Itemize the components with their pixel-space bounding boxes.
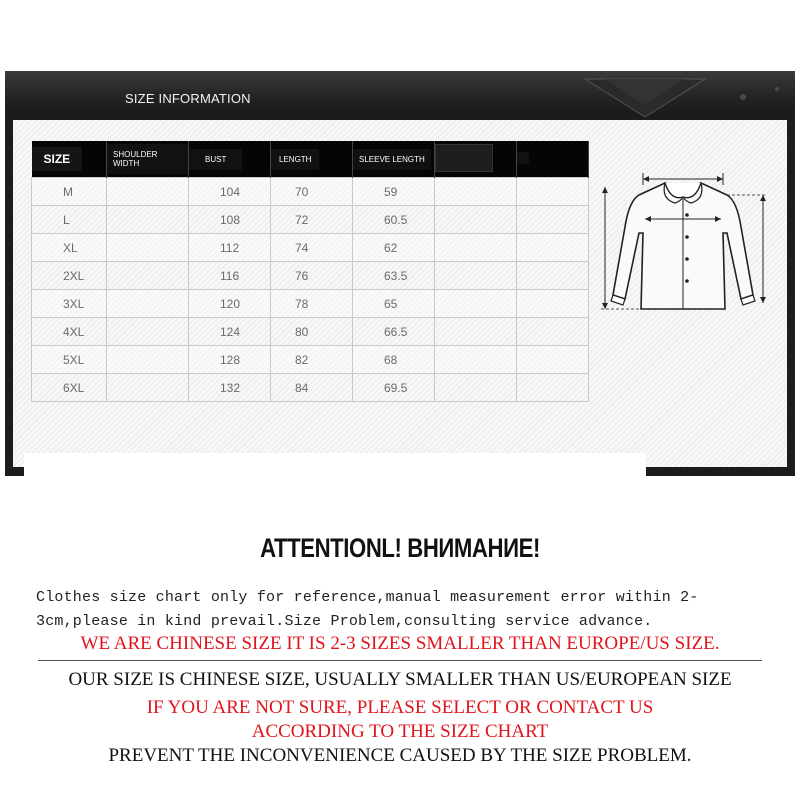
table-cell: 76 (271, 262, 353, 290)
reference-line-2: 3cm,please in kind prevail.Size Problem,consulting service advance. (36, 613, 653, 630)
table-cell: 62 (353, 234, 435, 262)
table-cell: 112 (189, 234, 271, 262)
table-cell (435, 290, 517, 318)
size-information-panel (5, 71, 795, 476)
table-cell (517, 206, 589, 234)
table-cell: 78 (271, 290, 353, 318)
table-cell: 72 (271, 206, 353, 234)
col-header-shoulder-width: SHOULDER WIDTH (107, 141, 189, 178)
table-cell: 116 (189, 262, 271, 290)
table-cell: 80 (271, 318, 353, 346)
table-cell (517, 262, 589, 290)
table-cell (107, 262, 189, 290)
table-cell (517, 318, 589, 346)
table-cell: 104 (189, 178, 271, 206)
prevent-note: PREVENT THE INCONVENIENCE CAUSED BY THE SIZE PROBLEM. (108, 745, 692, 766)
table-cell: 128 (189, 346, 271, 374)
table-header-row (32, 141, 589, 178)
table-cell: 5XL (32, 346, 107, 374)
table-cell: 108 (189, 206, 271, 234)
table-cell (435, 318, 517, 346)
col-header-bust: BUST (189, 141, 271, 178)
table-cell (435, 262, 517, 290)
table-cell: 68 (353, 346, 435, 374)
chinese-size-warning: WE ARE CHINESE SIZE IT IS 2-3 SIZES SMALLER THAN EUROPE/US SIZE. (80, 633, 720, 654)
table-row (32, 346, 589, 374)
table-cell: 74 (271, 234, 353, 262)
table-row (32, 318, 589, 346)
table-row (32, 374, 589, 402)
table-row (32, 178, 589, 206)
header-decoration-icon (565, 71, 795, 117)
col-header-blank (435, 141, 517, 178)
table-cell: 69.5 (353, 374, 435, 402)
table-cell: 70 (271, 178, 353, 206)
col-header-empty (517, 141, 589, 178)
table-cell (435, 346, 517, 374)
table-cell: 124 (189, 318, 271, 346)
table-cell (517, 374, 589, 402)
table-cell (435, 234, 517, 262)
reference-line-1: Clothes size chart only for reference,manual measurement error within 2- (36, 589, 699, 606)
table-cell: 120 (189, 290, 271, 318)
panel-title: SIZE INFORMATION (125, 91, 251, 106)
our-size-note: OUR SIZE IS CHINESE SIZE, USUALLY SMALLER THAN US/EUROPEAN SIZE (68, 669, 732, 690)
table-cell: 3XL (32, 290, 107, 318)
table-cell: 65 (353, 290, 435, 318)
table-cell: 82 (271, 346, 353, 374)
table-cell: 132 (189, 374, 271, 402)
table-cell (435, 374, 517, 402)
table-cell (107, 318, 189, 346)
table-cell (107, 206, 189, 234)
table-cell: M (32, 178, 107, 206)
table-cell: 2XL (32, 262, 107, 290)
shirt-measurement-diagram-icon (595, 167, 775, 342)
table-cell: XL (32, 234, 107, 262)
table-cell (517, 290, 589, 318)
table-cell: 59 (353, 178, 435, 206)
panel-header (5, 71, 795, 117)
table-cell: 4XL (32, 318, 107, 346)
col-header-sleeve-length: SLEEVE LENGTH (353, 141, 435, 178)
table-cell (107, 290, 189, 318)
table-cell (107, 346, 189, 374)
table-cell (435, 178, 517, 206)
table-cell: 6XL (32, 374, 107, 402)
table-cell (435, 206, 517, 234)
according-note: ACCORDING TO THE SIZE CHART (251, 721, 549, 742)
reference-note (36, 586, 776, 634)
table-cell: 63.5 (353, 262, 435, 290)
col-header-size: SIZE (32, 141, 107, 178)
if-not-sure-note: IF YOU ARE NOT SURE, PLEASE SELECT OR CONTACT US (146, 697, 654, 718)
table-row (32, 234, 589, 262)
divider (38, 660, 762, 661)
blank-note-area (24, 453, 646, 533)
table-cell: 84 (271, 374, 353, 402)
table-cell (107, 374, 189, 402)
table-cell: 60.5 (353, 206, 435, 234)
table-cell (107, 234, 189, 262)
table-row (32, 206, 589, 234)
table-cell: L (32, 206, 107, 234)
table-cell (517, 234, 589, 262)
table-cell (517, 178, 589, 206)
col-header-length: LENGTH (271, 141, 353, 178)
table-cell (107, 178, 189, 206)
table-row (32, 290, 589, 318)
table-row (32, 262, 589, 290)
attention-heading: ATTENTIONL! ВНИМАНИЕ! (260, 533, 540, 563)
table-cell (517, 346, 589, 374)
table-cell: 66.5 (353, 318, 435, 346)
size-chart-table (31, 141, 589, 402)
